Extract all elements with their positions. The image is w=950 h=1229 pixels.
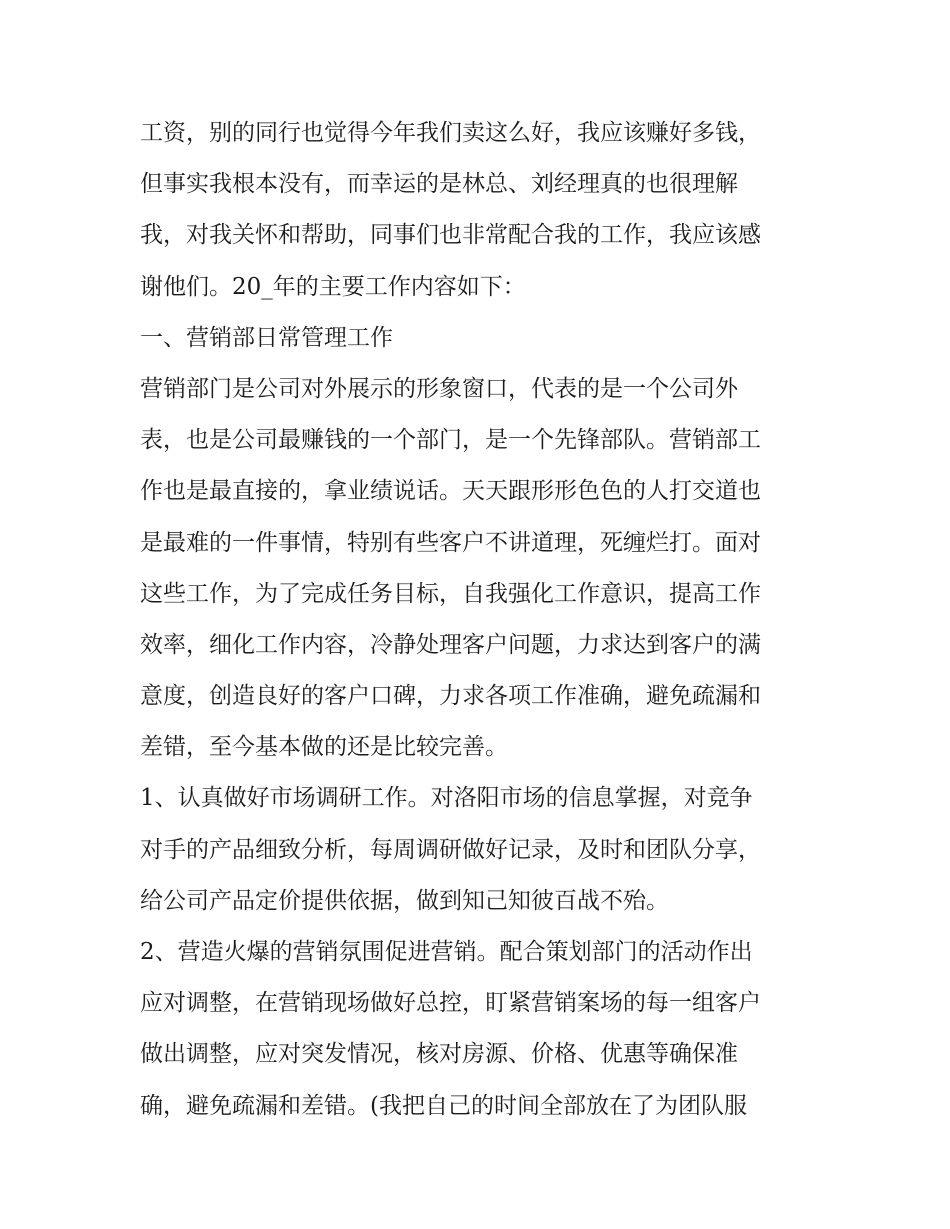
- text-line: 应对调整，在营销现场做好总控，盯紧营销案场的每一组客户: [140, 990, 761, 1017]
- text-line: 但事实我根本没有，而幸运的是林总、刘经理真的也很理解: [140, 171, 738, 198]
- text-line: 差错，至今基本做的还是比较完善。: [140, 734, 508, 761]
- text-line: 我，对我关怀和帮助，同事们也非常配合我的工作，我应该感: [140, 222, 761, 249]
- text-line: 效率，细化工作内容，冷静处理客户问题，力求达到客户的满: [140, 631, 761, 658]
- text-line: 营销部门是公司对外展示的形象窗口，代表的是一个公司外: [140, 375, 738, 402]
- text-line: 确，避免疏漏和差错。(我把自己的时间全部放在了为团队服: [140, 1092, 747, 1119]
- text-line: 表，也是公司最赚钱的一个部门，是一个先锋部队。营销部工: [140, 427, 761, 454]
- section-heading: 一、营销部日常管理工作: [140, 324, 393, 351]
- text-line: 对手的产品细致分析，每周调研做好记录，及时和团队分享，: [140, 836, 761, 863]
- document-body: [140, 108, 812, 1132]
- text-line: 谢他们。20_年的主要工作内容如下：: [140, 273, 526, 300]
- text-line: 意度，创造良好的客户口碑，力求各项工作准确，避免疏漏和: [140, 683, 761, 710]
- list-item-2: 2、营造火爆的营销氛围促进营销。配合策划部门的活动作出: [140, 939, 753, 965]
- text-line: 做出调整，应对突发情况，核对房源、价格、优惠等确保准: [140, 1041, 738, 1068]
- text-line: 工资，别的同行也觉得今年我们卖这么好，我应该赚好多钱，: [140, 120, 761, 146]
- text-line: 这些工作，为了完成任务目标，自我强化工作意识，提高工作: [140, 580, 761, 607]
- text-line: 给公司产品定价提供依据，做到知己知彼百战不殆。: [140, 887, 669, 914]
- list-item-1: 1、认真做好市场调研工作。对洛阳市场的信息掌握，对竞争: [140, 785, 753, 812]
- text-line: 作也是最直接的，拿业绩说话。天天跟形形色色的人打交道也: [140, 478, 761, 505]
- text-line: 是最难的一件事情，特别有些客户不讲道理，死缠烂打。面对: [140, 529, 761, 556]
